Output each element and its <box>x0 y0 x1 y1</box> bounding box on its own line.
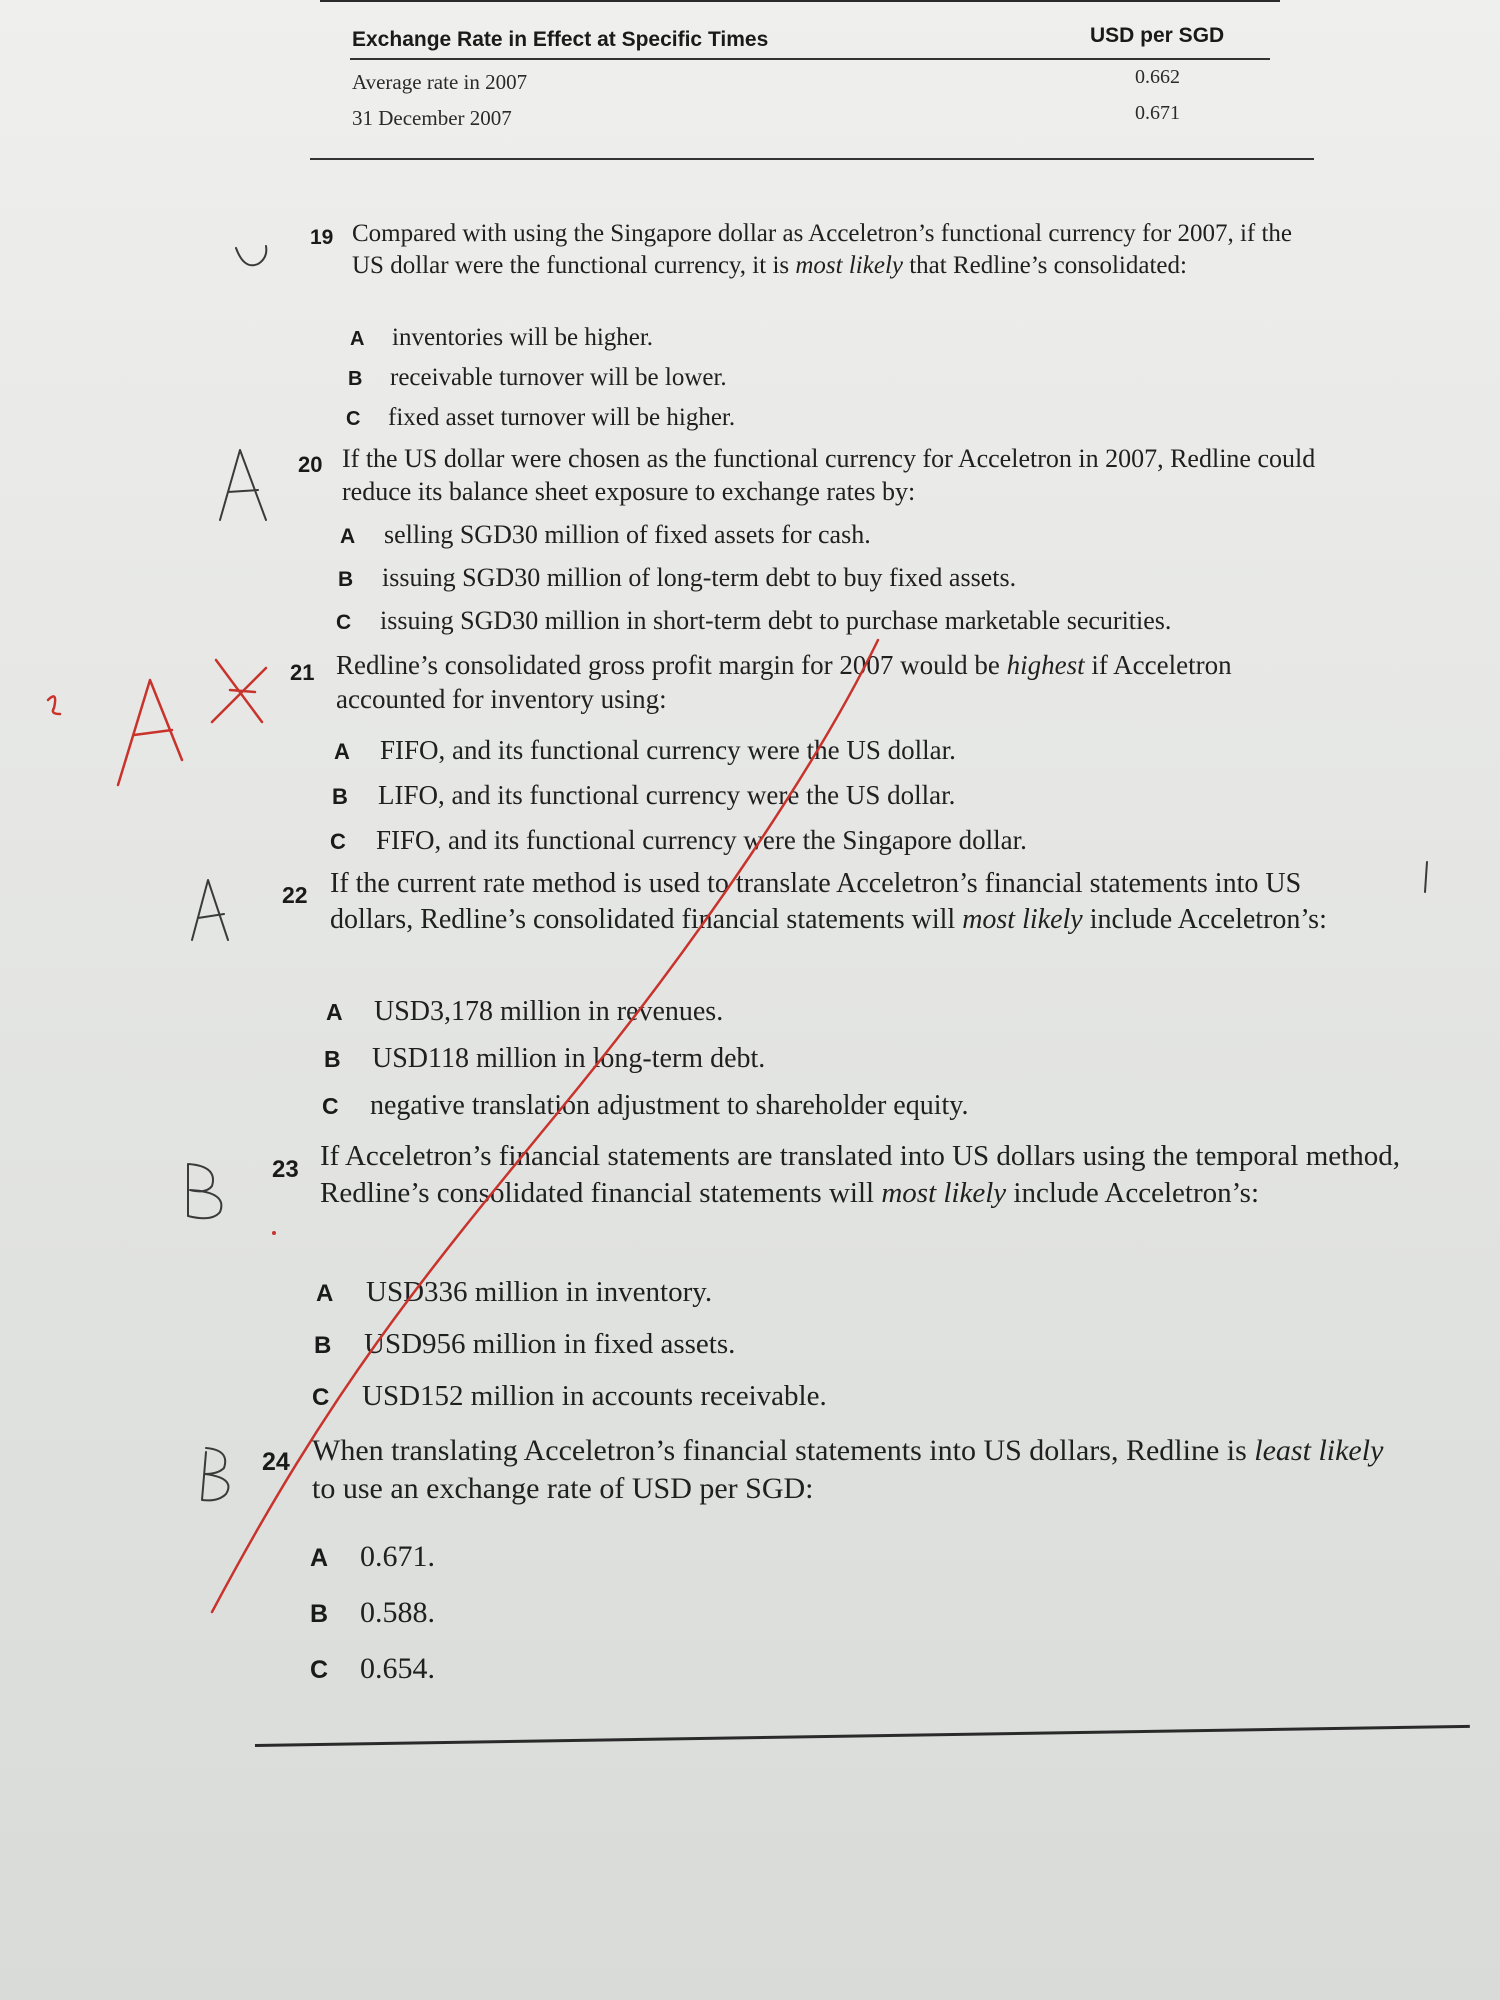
handwritten-dot <box>272 1231 276 1235</box>
question-number: 22 <box>282 882 308 908</box>
answer-option[interactable]: C USD152 million in accounts receivable. <box>312 1380 827 1412</box>
answer-option[interactable]: C FIFO, and its functional currency were the Singapore dollar. <box>330 825 1027 855</box>
question-number: 24 <box>262 1448 290 1476</box>
table-header-label: Exchange Rate in Effect at Specific Times <box>352 28 769 51</box>
question-number: 23 <box>272 1156 299 1183</box>
bottom-rule <box>255 1725 1470 1747</box>
question-text: Compared with using the Singapore dollar as Acceletron’s functional currency for 2007, if the US dollar were the functional currency, it is most likely that Redline’s consolidated: <box>352 220 1293 279</box>
answer-option[interactable]: B issuing SGD30 million of long-term debt to buy fixed assets. <box>338 563 1017 592</box>
table-row-value: 0.671 <box>1135 102 1180 124</box>
question-text: Redline’s consolidated gross profit margin for 2007 would be highest if Acceletron accounted for inventory using: <box>336 650 1232 715</box>
answer-option[interactable]: A USD336 million in inventory. <box>316 1276 713 1308</box>
table-row-label: Average rate in 2007 <box>352 70 528 94</box>
table-bottom-rule <box>310 158 1314 160</box>
table-row-value: 0.662 <box>1135 66 1180 88</box>
handwritten-scribble-q21 <box>212 660 266 722</box>
handwritten-a-q22 <box>192 880 228 940</box>
handwritten-side-tick <box>1425 862 1427 892</box>
handwritten-a-q20 <box>220 450 266 520</box>
question-text: When translating Acceletron’s financial statements into US dollars, Redline is least likely to use an exchange rate of USD per SGD: <box>312 1434 1384 1506</box>
question-text: If the US dollar were chosen as the functional currency for Acceletron in 2007, Redline could reduce its balance sheet exposure to exchange rates by: <box>342 444 1316 507</box>
question-text: If the current rate method is used to translate Acceletron’s financial statements into US dollars, Redline’s consolidated financial statements will most likely include Acceletron’s: <box>330 868 1327 935</box>
answer-option[interactable]: A selling SGD30 million of fixed assets for cash. <box>340 520 871 549</box>
answer-option[interactable]: B receivable turnover will be lower. <box>348 364 727 391</box>
handwritten-check-q19 <box>236 246 266 265</box>
answer-option[interactable]: B USD118 million in long-term debt. <box>324 1043 766 1074</box>
answer-option[interactable]: B 0.588. <box>310 1596 435 1629</box>
table-header-rule <box>350 58 1270 60</box>
answer-option[interactable]: C 0.654. <box>310 1652 435 1685</box>
handwritten-mark-q21 <box>48 696 60 714</box>
answer-option[interactable]: C issuing SGD30 million in short-term debt to purchase marketable securities. <box>336 606 1172 635</box>
answer-option[interactable]: B LIFO, and its functional currency were the US dollar. <box>332 780 956 810</box>
answer-option[interactable]: C fixed asset turnover will be higher. <box>346 404 736 431</box>
answer-option[interactable]: A FIFO, and its functional currency were the US dollar. <box>334 735 956 765</box>
answer-option[interactable]: A 0.671. <box>310 1540 435 1573</box>
answer-option[interactable]: A inventories will be higher. <box>350 324 654 351</box>
question-number: 21 <box>290 660 315 685</box>
top-rule <box>320 0 1280 2</box>
question-text: If Acceletron’s financial statements are translated into US dollars using the temporal method, Redline’s consolidated financial statements will most likely include Acceletron’s: <box>320 1140 1400 1209</box>
table-header-unit: USD per SGD <box>1090 24 1225 47</box>
handwritten-a-q21 <box>118 680 182 785</box>
answer-option[interactable]: C negative translation adjustment to shareholder equity. <box>322 1090 969 1121</box>
answer-option[interactable]: A USD3,178 million in revenues. <box>326 996 724 1027</box>
question-number: 19 <box>310 226 334 249</box>
answer-option[interactable]: B USD956 million in fixed assets. <box>314 1328 736 1360</box>
question-number: 20 <box>298 452 323 477</box>
handwritten-b-q23 <box>188 1164 221 1218</box>
table-row-label: 31 December 2007 <box>352 106 512 130</box>
handwritten-b-q24 <box>202 1448 228 1500</box>
